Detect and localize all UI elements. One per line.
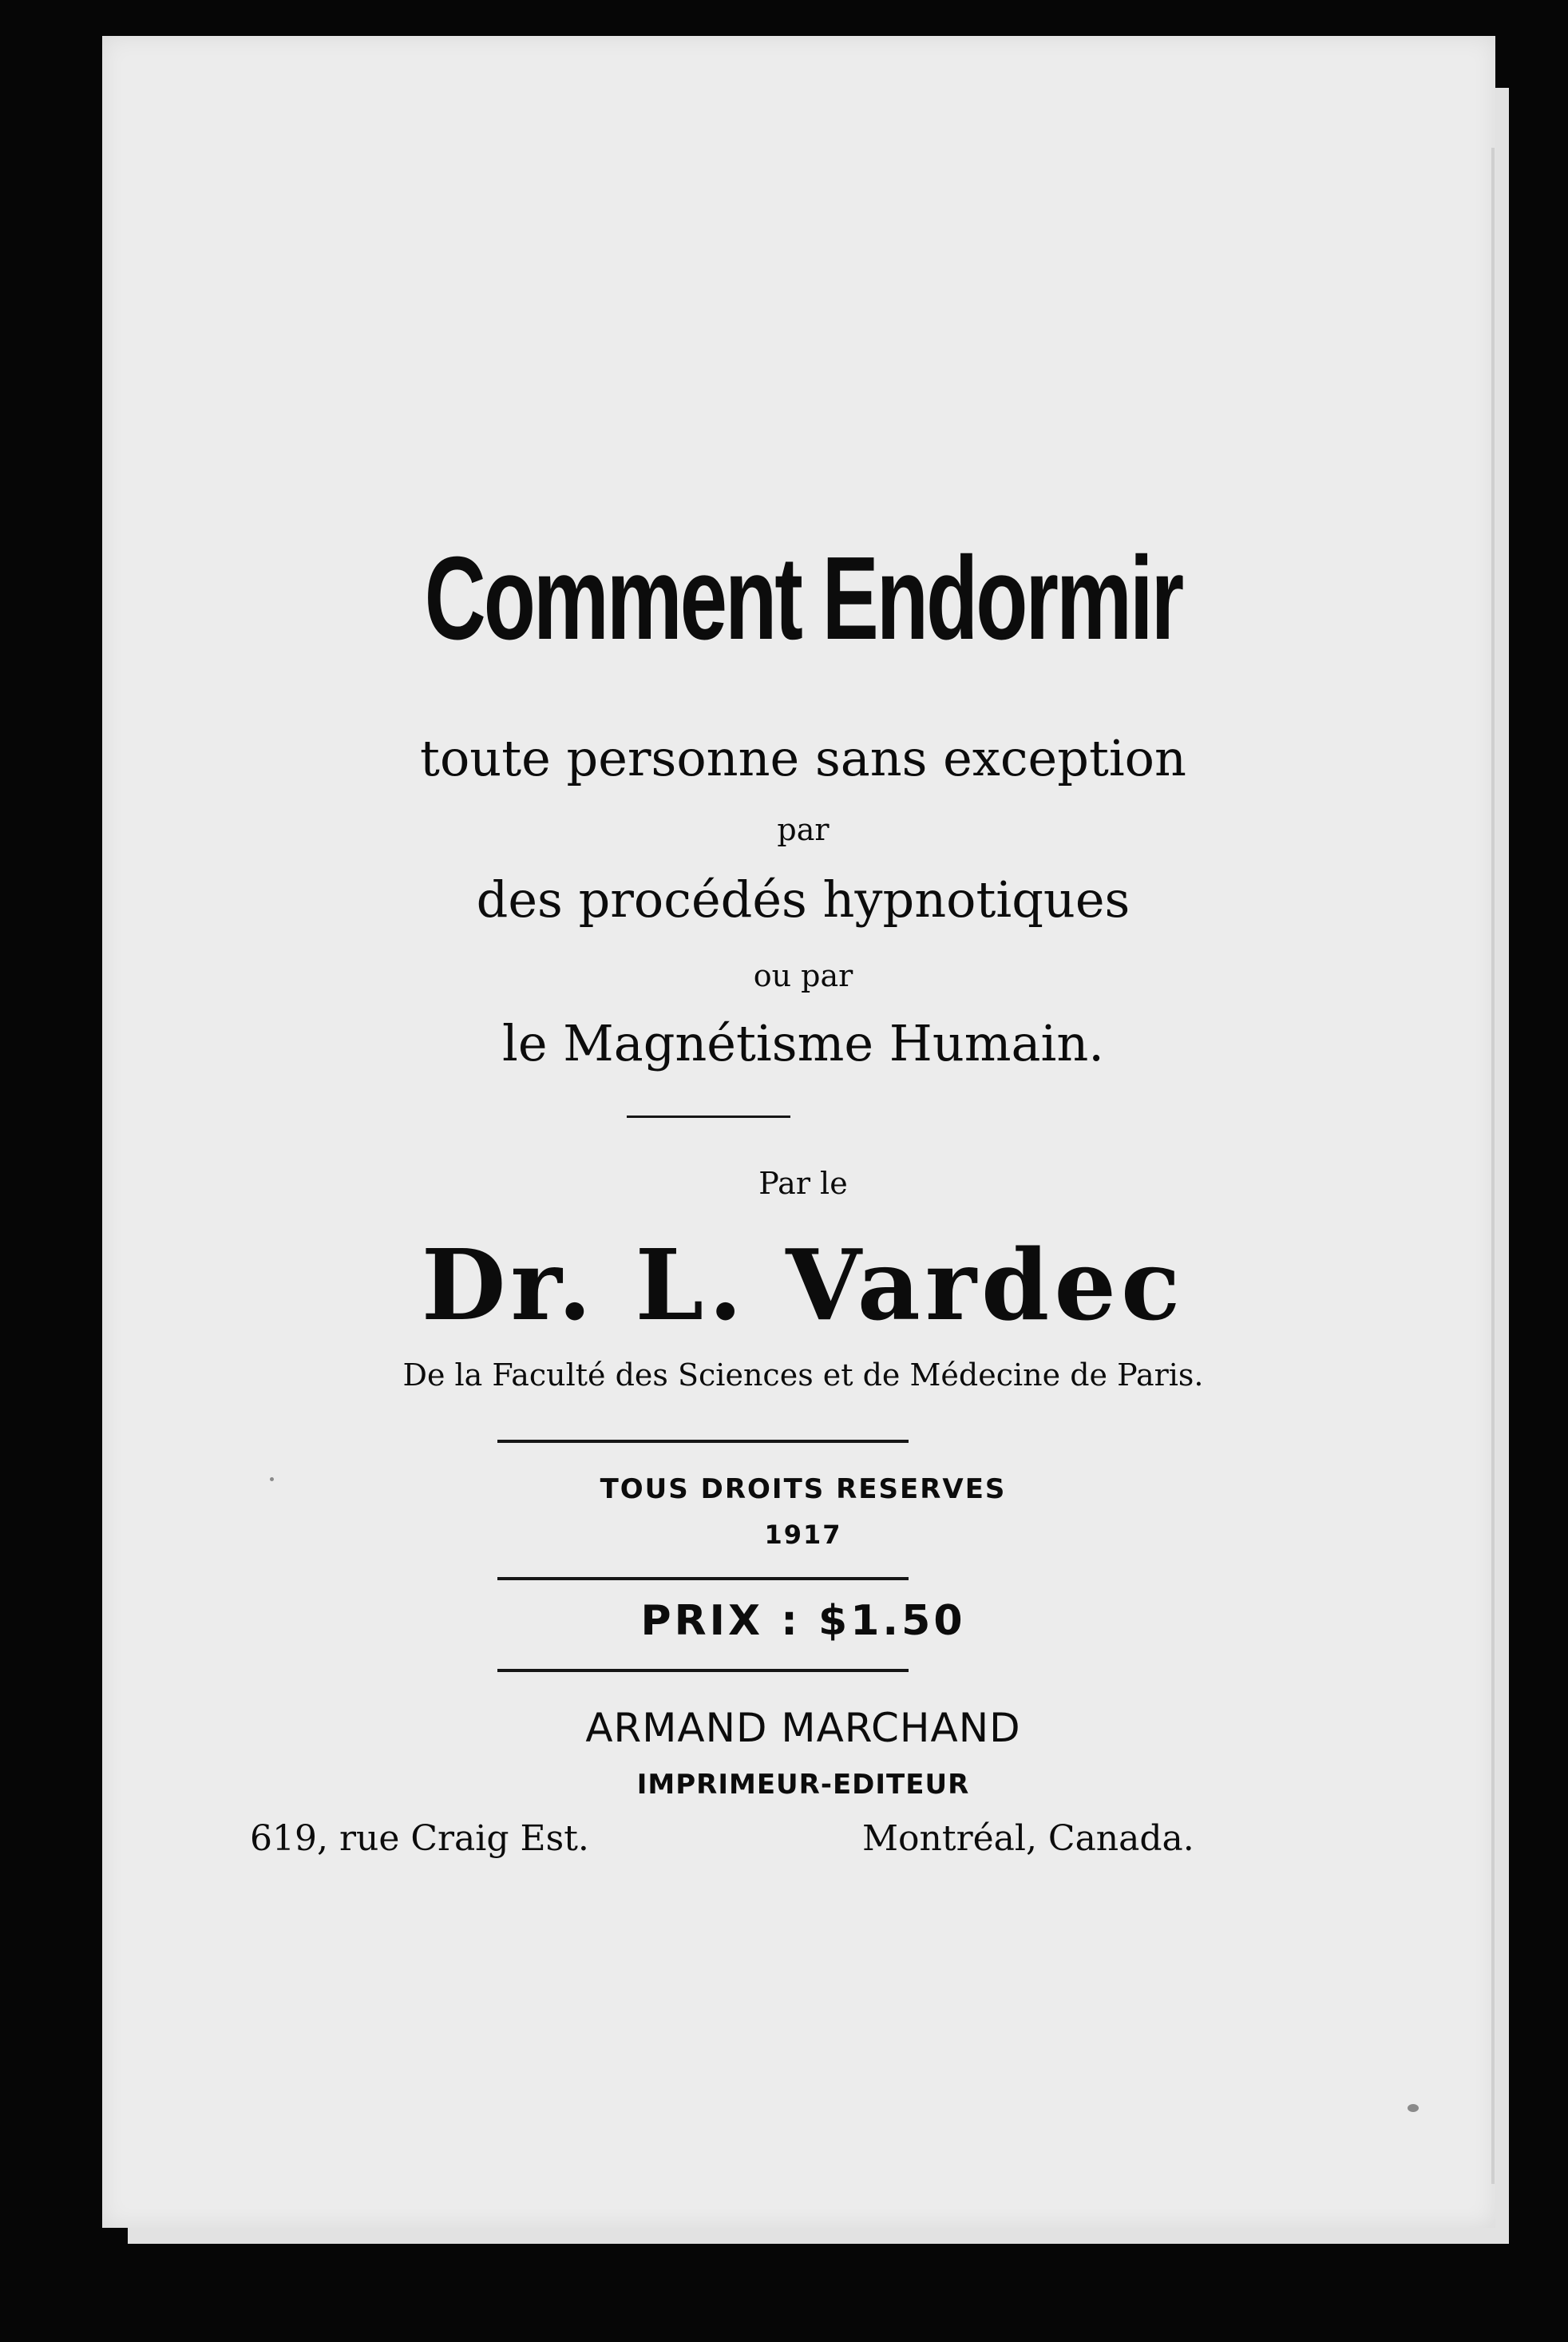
short-divider: [627, 1116, 790, 1118]
rights-notice: TOUS DROITS RESERVES: [600, 1473, 1007, 1505]
publication-year: 1917: [764, 1520, 842, 1550]
publisher-city: Montréal, Canada.: [862, 1818, 1194, 1859]
subtitle-line: des procédés hypnotiques: [476, 870, 1130, 929]
publisher-role: IMPRIMEUR-EDITEUR: [636, 1769, 970, 1801]
price-label: PRIX : $1.50: [640, 1597, 966, 1645]
subtitle-line: le Magnétisme Humain.: [502, 1014, 1104, 1072]
author-affiliation: De la Faculté des Sciences et de Médecine de Paris.: [402, 1357, 1204, 1393]
publisher-address: 619, rue Craig Est.: [250, 1818, 589, 1859]
divider: [497, 1669, 909, 1672]
title-page: [102, 36, 1495, 2228]
author-name: Dr. L. Vardec: [421, 1227, 1186, 1342]
subtitle-line: ou par: [753, 958, 853, 993]
book-title: Comment Endormir: [424, 533, 1182, 664]
publisher-name: ARMAND MARCHAND: [585, 1705, 1021, 1751]
scan-speck: [1408, 2104, 1419, 2112]
subtitle-line: toute personne sans exception: [420, 729, 1186, 787]
by-line: Par le: [758, 1166, 848, 1201]
divider: [497, 1577, 909, 1580]
divider: [497, 1440, 909, 1443]
subtitle-line: par: [777, 812, 830, 847]
